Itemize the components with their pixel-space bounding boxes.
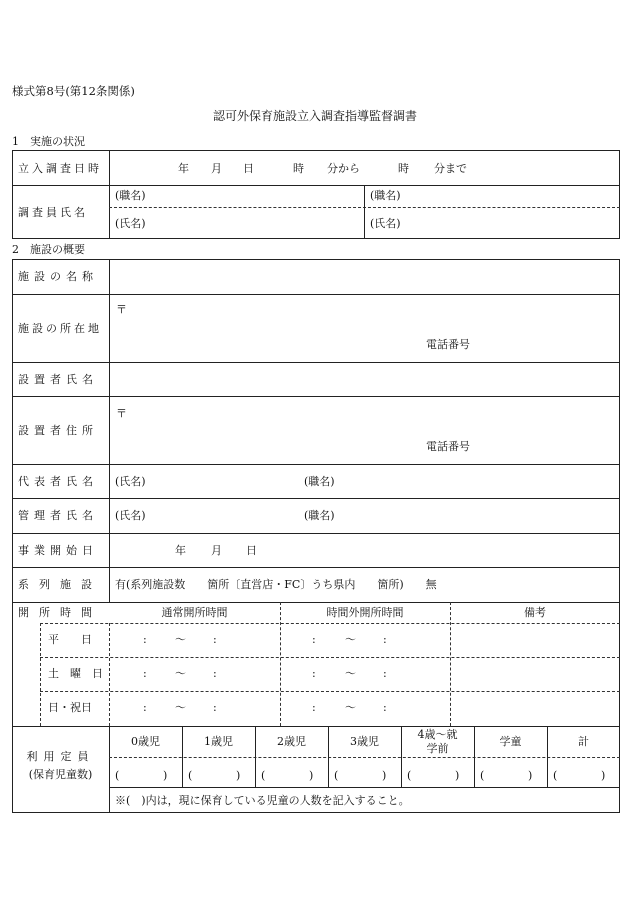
time-colon: : <box>143 633 147 646</box>
paren-close: ) <box>528 769 533 782</box>
manager-name: (氏名) <box>115 509 146 522</box>
age-header-4-line1: 4歳〜就 <box>417 728 458 741</box>
manager-job-title: (職名) <box>304 509 335 522</box>
representative-name: (氏名) <box>115 475 146 488</box>
time-colon: : <box>143 667 147 680</box>
time-tilde: 〜 <box>345 633 356 646</box>
age-header-3: 3歳児 <box>350 735 379 748</box>
facility-address-label: 施設の所在地 <box>18 322 102 335</box>
inspector-1-job-title: (職名) <box>115 189 146 202</box>
hours-header-remarks: 備考 <box>524 606 546 619</box>
time-colon: : <box>312 667 316 680</box>
affiliate-text: 有(系列施設数 箇所〔直営店・FC〕うち県内 箇所) 無 <box>115 578 437 591</box>
hours-row-holiday: 日・祝日 <box>48 701 92 714</box>
representative-label: 代表者氏名 <box>18 475 98 488</box>
time-tilde: 〜 <box>345 701 356 714</box>
time-colon: : <box>312 701 316 714</box>
paren-open: ( <box>261 769 266 782</box>
time-hour-from: 時 <box>293 162 304 175</box>
time-minute-from: 分から <box>327 162 360 175</box>
paren-close: ) <box>382 769 387 782</box>
time-colon: : <box>213 633 217 646</box>
hours-header-overtime: 時間外開所時間 <box>326 606 404 619</box>
founder-phone-label: 電話番号 <box>426 440 470 453</box>
founder-postal-mark: 〒 <box>116 407 127 420</box>
section-1-heading: 1 実施の状況 <box>12 135 85 148</box>
age-header-1: 1歳児 <box>204 735 233 748</box>
capacity-sublabel: (保育児童数) <box>28 768 93 781</box>
time-colon: : <box>383 667 387 680</box>
manager-label: 管理者氏名 <box>18 509 98 522</box>
time-tilde: 〜 <box>175 667 186 680</box>
section-2-heading: 2 施設の概要 <box>12 243 85 256</box>
paren-open: ( <box>553 769 558 782</box>
facility-postal-mark: 〒 <box>116 303 127 316</box>
inspector-1-name: (氏名) <box>115 217 146 230</box>
paren-open: ( <box>188 769 193 782</box>
paren-close: ) <box>601 769 606 782</box>
capacity-note: ※( )内は，現に保育している児童の人数を記入すること。 <box>115 794 410 807</box>
facility-name-label: 施設の名称 <box>18 270 98 283</box>
paren-close: ) <box>163 769 168 782</box>
hours-row-saturday: 土 曜 日 <box>48 667 103 680</box>
date-year: 年 <box>178 162 189 175</box>
paren-open: ( <box>334 769 339 782</box>
time-colon: : <box>213 701 217 714</box>
hours-label: 開所時間 <box>18 606 102 619</box>
time-colon: : <box>143 701 147 714</box>
paren-open: ( <box>480 769 485 782</box>
paren-close: ) <box>455 769 460 782</box>
paren-open: ( <box>115 769 120 782</box>
facility-phone-label: 電話番号 <box>426 338 470 351</box>
inspector-label: 調査員氏名 <box>18 206 88 219</box>
age-header-schoolchild: 学童 <box>499 735 522 748</box>
paren-open: ( <box>407 769 412 782</box>
hours-row-weekday: 平 日 <box>48 633 92 646</box>
age-header-4-line2: 学前 <box>426 742 449 755</box>
date-day: 日 <box>243 162 254 175</box>
time-colon: : <box>383 633 387 646</box>
time-tilde: 〜 <box>175 633 186 646</box>
capacity-label: 利用定員 <box>26 750 95 763</box>
founder-name-label: 設置者氏名 <box>18 373 98 386</box>
start-date-day: 日 <box>246 544 257 557</box>
document-title: 認可外保育施設立入調査指導監督調書 <box>212 109 417 123</box>
age-header-total: 計 <box>578 735 589 748</box>
hours-header-regular: 通常開所時間 <box>161 606 228 619</box>
paren-close: ) <box>236 769 241 782</box>
time-minute-to: 分まで <box>434 162 467 175</box>
affiliate-label: 系列施設 <box>18 578 102 591</box>
form-number: 様式第8号(第12条関係) <box>12 84 135 98</box>
start-date-label: 事業開始日 <box>18 544 98 557</box>
age-header-2: 2歳児 <box>277 735 306 748</box>
time-colon: : <box>383 701 387 714</box>
founder-address-label: 設置者住所 <box>18 424 98 437</box>
time-colon: : <box>213 667 217 680</box>
inspector-2-job-title: (職名) <box>370 189 401 202</box>
inspector-2-name: (氏名) <box>370 217 401 230</box>
inspection-date-label: 立入調査日時 <box>18 162 102 175</box>
representative-job-title: (職名) <box>304 475 335 488</box>
paren-close: ) <box>309 769 314 782</box>
start-date-year: 年 <box>175 544 186 557</box>
start-date-month: 月 <box>211 544 222 557</box>
time-colon: : <box>312 633 316 646</box>
date-month: 月 <box>211 162 222 175</box>
time-tilde: 〜 <box>175 701 186 714</box>
time-tilde: 〜 <box>345 667 356 680</box>
age-header-0: 0歳児 <box>131 735 160 748</box>
time-hour-to: 時 <box>398 162 409 175</box>
